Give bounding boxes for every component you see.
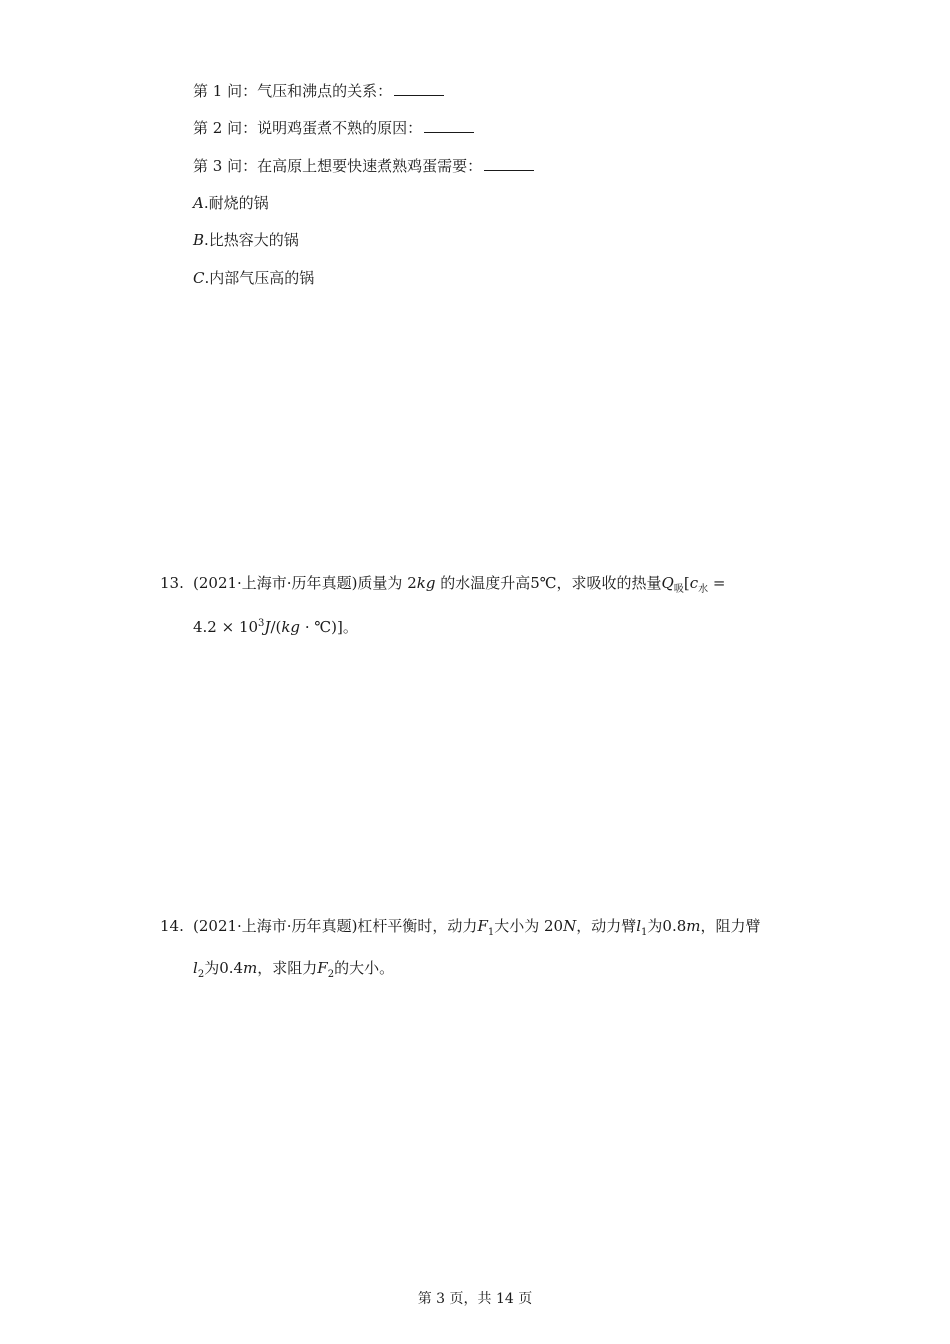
q12-sub3: 第 3 问：在高原上想要快速煮熟鸡蛋需要：	[193, 156, 534, 176]
option-b: B.比热容大的锅	[193, 231, 299, 249]
question-number: 13.	[160, 574, 184, 592]
option-c: C.内部气压高的锅	[193, 269, 315, 287]
q12-sub2: 第 2 问：说明鸡蛋煮不熟的原因：	[193, 118, 474, 138]
page-footer: 第 3 页，共 14 页	[417, 1291, 533, 1307]
answer-blank	[394, 81, 444, 96]
q12-sub1: 第 1 问：气压和沸点的关系：	[193, 81, 444, 101]
answer-blank	[484, 156, 534, 171]
q13-line2: $4.2 \times 10^3J/(kg$ · ℃)]。	[193, 618, 358, 636]
answer-blank	[424, 118, 474, 133]
q14-line1: (2021·上海市·历年真题)杠杆平衡时，动力$F_1$大小为 20N，动力臂$l_1$为0.8m，阻力臂	[193, 917, 761, 938]
option-a: A.耐烧的锅	[193, 194, 269, 212]
question-number: 14.	[160, 917, 184, 935]
q13-line1: (2021·上海市·历年真题)质量为 2kg 的水温度升高5℃，求吸收的热量$Q_吸[c_水$ =	[193, 574, 726, 595]
q14-line2: $l_2$为0.4m，求阻力$F_2$的大小。	[193, 959, 395, 980]
